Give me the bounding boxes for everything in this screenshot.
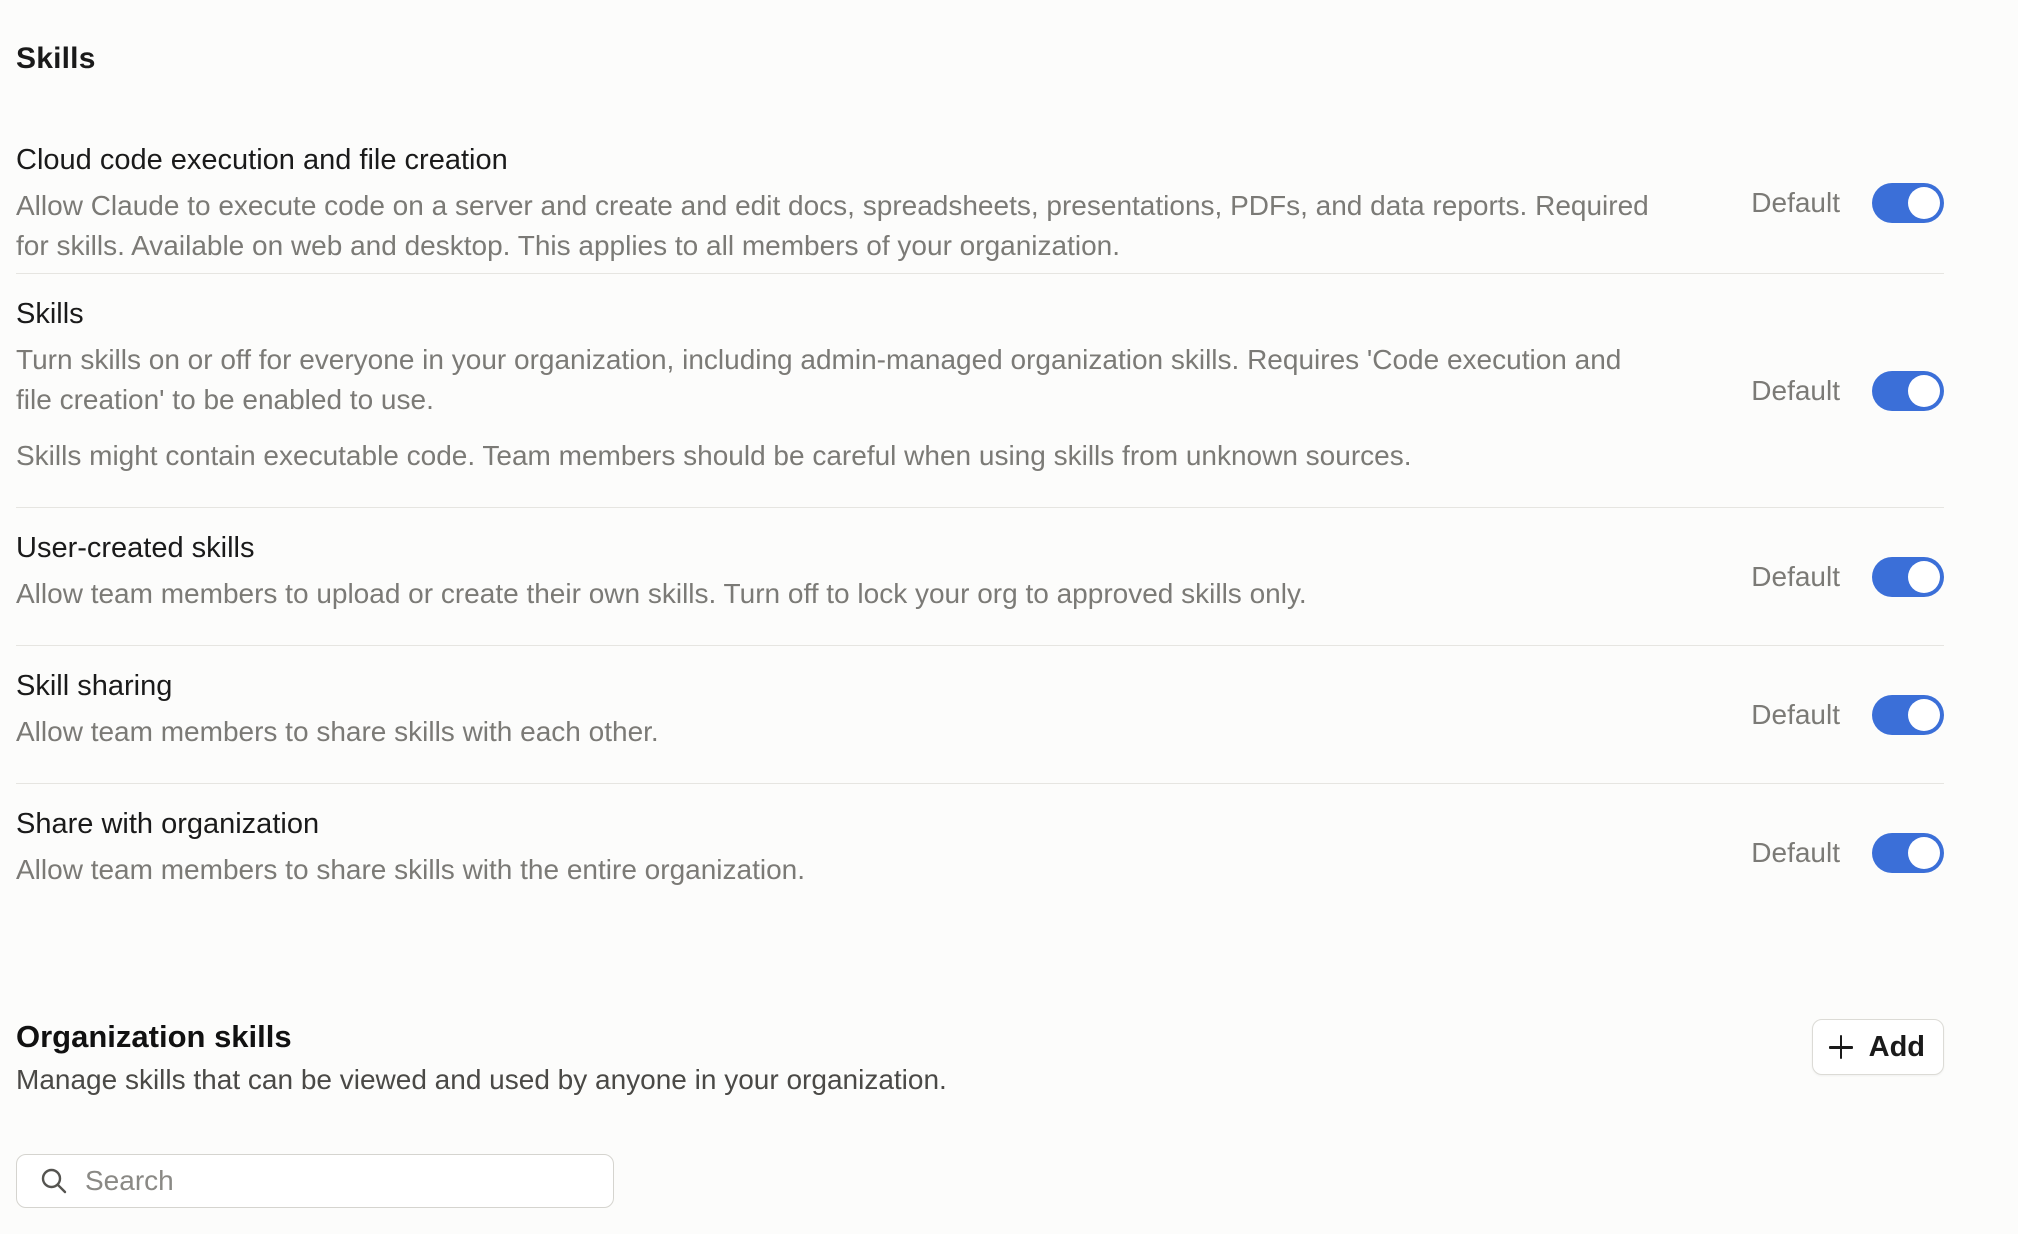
setting-row-skills (16, 274, 1944, 508)
setting-title: Share with organization (16, 808, 320, 840)
setting-description: Allow team members to upload or create their own skills. Turn off to lock your org to approved skills only. (16, 578, 1307, 609)
setting-title: Skill sharing (16, 670, 173, 702)
code-execution-toggle[interactable] (1872, 183, 1944, 223)
toggle-knob (1908, 561, 1940, 593)
search-box[interactable] (16, 1154, 614, 1208)
setting-warning-note: Skills might contain executable code. Team members should be careful when using skills from unknown sources. (16, 440, 1412, 471)
default-label: Default (1751, 837, 1840, 868)
setting-description: Allow team members to share skills with each other. (16, 716, 659, 747)
default-label: Default (1751, 186, 1840, 218)
organization-skills-title: Organization skills (16, 1019, 292, 1054)
search-icon (39, 1166, 69, 1196)
user-created-skills-toggle[interactable] (1872, 557, 1944, 597)
setting-title: User-created skills (16, 532, 255, 564)
setting-control (1751, 695, 1944, 735)
share-with-organization-toggle[interactable] (1872, 833, 1944, 873)
toggle-knob (1908, 699, 1940, 731)
setting-control (1751, 557, 1944, 597)
add-button-label: Add (1868, 1030, 1925, 1063)
default-label: Default (1751, 560, 1840, 592)
toggle-knob (1908, 375, 1940, 407)
setting-description: Allow team members to share skills with the entire organization. (16, 854, 806, 885)
organization-skills-description: Manage skills that can be viewed and used by anyone in your organization. (16, 1064, 947, 1095)
skill-sharing-toggle[interactable] (1872, 695, 1944, 735)
setting-control (1751, 371, 1944, 411)
settings-list (16, 132, 1944, 922)
organization-skills-header (16, 1016, 1944, 1100)
default-label: Default (1751, 374, 1840, 406)
default-label: Default (1751, 698, 1840, 730)
setting-row-user-created-skills (16, 508, 1944, 646)
setting-row-skill-sharing (16, 646, 1944, 784)
add-skill-button[interactable] (1812, 1019, 1944, 1075)
setting-title: Cloud code execution and file creation (16, 144, 508, 176)
search-input[interactable] (85, 1165, 585, 1197)
setting-row-code-execution (16, 132, 1944, 274)
toggle-knob (1908, 837, 1940, 869)
skills-toggle[interactable] (1872, 371, 1944, 411)
setting-row-share-with-organization (16, 784, 1944, 922)
setting-description: Turn skills on or off for everyone in your organization, including admin-managed organization skills. Requires 'Code execution and file creation' to be enabled to use. (16, 344, 1622, 415)
section-title: Skills (16, 42, 96, 75)
setting-title: Skills (16, 298, 84, 330)
setting-control (1751, 183, 1944, 223)
toggle-knob (1908, 187, 1940, 219)
setting-control (1751, 833, 1944, 873)
plus-icon (1827, 1033, 1855, 1061)
setting-description: Allow Claude to execute code on a server and create and edit docs, spreadsheets, presentations, PDFs, and data reports. Required for skills. Available on web and desktop. This applies to all members of your organization. (16, 190, 1649, 261)
